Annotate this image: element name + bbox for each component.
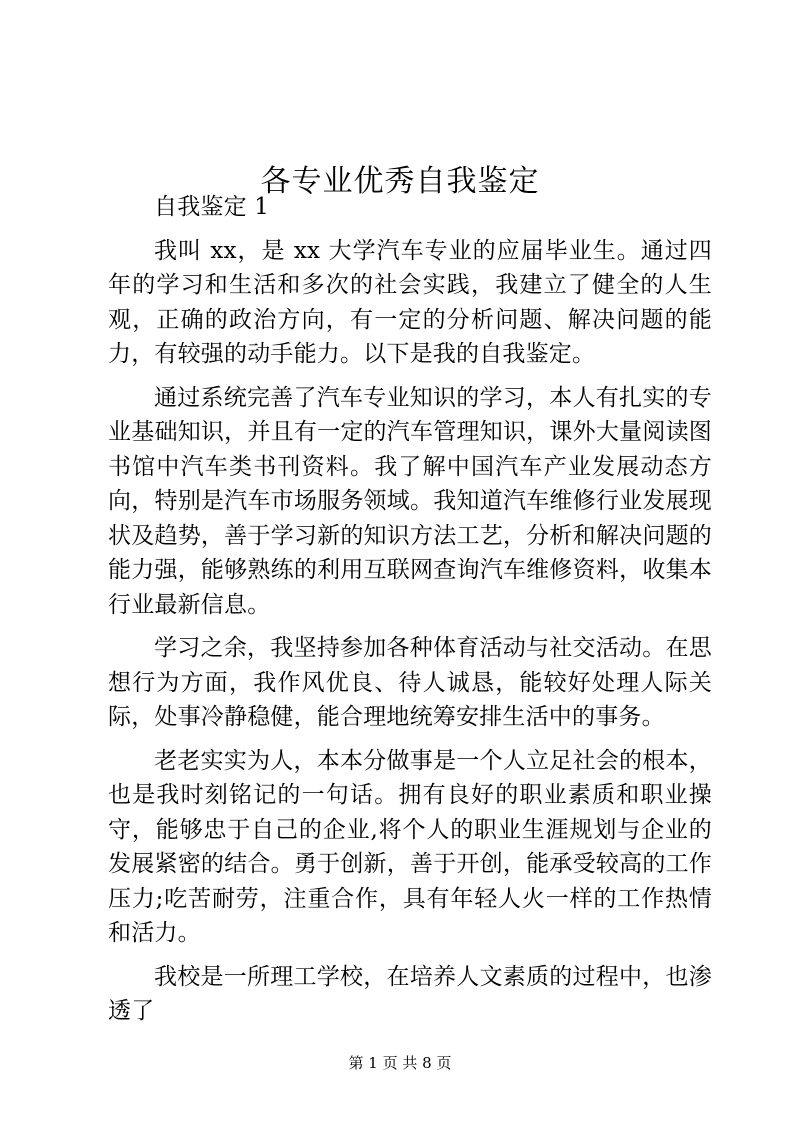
paragraph-professional-knowledge: 通过系统完善了汽车专业知识的学习，本人有扎实的专业基础知识，并且有一定的汽车管理知识，课外大量阅读图书馆中汽车类书刊资料。我了解中国汽车产业发展动态方向，特别是汽车市场服务领域。我知道汽车维修行业发展现状及趋势，善于学习新的知识方法工艺，分析和解决问题的能力强，能够熟练的利用互联网查询汽车维修资料，收集本行业最新信息。: [108, 384, 712, 618]
paragraph-school: 我校是一所理工学校，在培养人文素质的过程中，也渗透了: [108, 963, 712, 1024]
section-heading: 自我鉴定 1: [154, 194, 270, 220]
paragraph-intro: 我叫 xx，是 xx 大学汽车专业的应届毕业生。通过四年的学习和生活和多次的社会实践，我建立了健全的人生观，正确的政治方向，有一定的分析问题、解决问题的能力，有较强的动手能力。以下是我的自我鉴定。: [108, 237, 712, 367]
paragraph-character: 老老实实为人，本本分做事是一个人立足社会的根本，也是我时刻铭记的一句话。拥有良好的职业素质和职业操守，能够忠于自己的企业,将个人的职业生涯规划与企业的发展紧密的结合。勇于创新，善于开创，能承受较高的工作压力;吃苦耐劳，注重合作，具有年轻人火一样的工作热情和活力。: [108, 747, 712, 946]
document-body: [108, 190, 712, 1038]
page-footer: 第 1 页 共 8 页: [348, 1054, 452, 1072]
paragraph-activities: 学习之余，我坚持参加各种体育活动与社交活动。在思想行为方面，我作风优良、待人诚恳，能较好处理人际关际，处事冷静稳健，能合理地统筹安排生活中的事务。: [108, 635, 712, 730]
document-title: 各专业优秀自我鉴定: [260, 164, 540, 200]
